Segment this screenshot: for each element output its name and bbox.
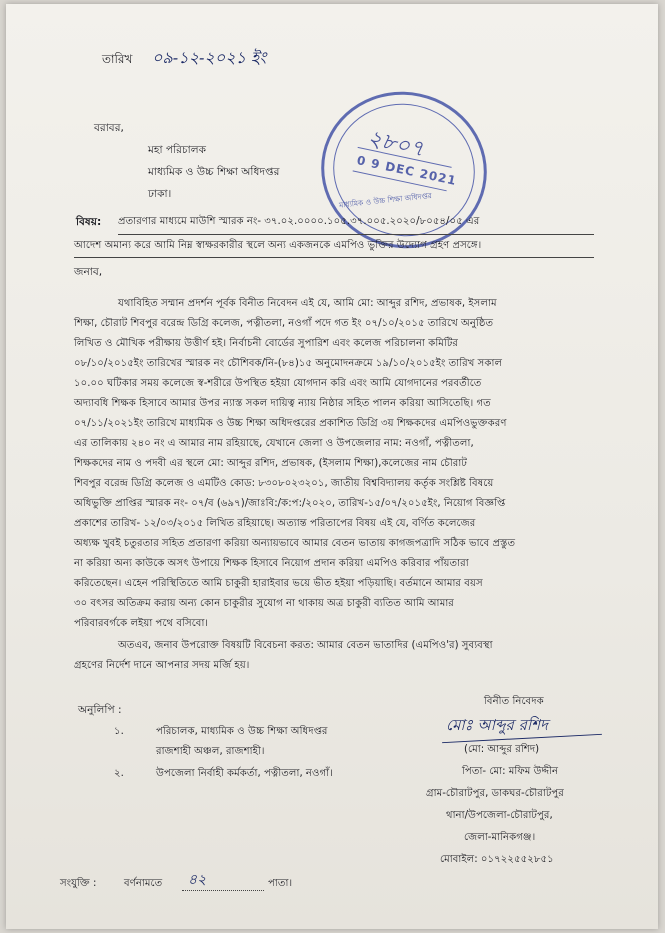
body-line: যথাবিহিত সম্মান প্রদর্শন পূর্বক বিনীত নিবেদন এই যে, আমি মো: আব্দুর রশিদ, প্রভাষক, ইসলাম [118,298,497,309]
attachment-count: ৪২ [188,872,207,888]
copy-line: রাজশাহী অঞ্চল, রাজশাহী। [156,746,265,757]
body-line: ৩০ বৎসর অতিক্রম করায় অন্য কোন চাকুরীর সুযোগ না থাকায় অত্র চাকুরী ব্যতিত আমি আমার [74,598,454,609]
date-label: তারিখ [102,52,133,66]
body-line: পরিবারবর্গকে লইয়া পথে বসিবো। [74,618,209,629]
body-line: করিতেছেন। এহেন পরিস্থিতিতে আমি চাকুরী হারাইবার ভয়ে ভীত হইয়া পড়িয়াছি। বর্তমানে আমার বয়স [74,578,483,589]
body-line: অধ্যক্ষ খুবই চতুরতার সহিত প্রতারণা করিয়া অন্যায়ভাবে আমার বেতন ভাতায় কাগজপত্রাদি সঠিক ভাবে প্রস্তুত [74,538,516,549]
attachment-desc: বর্ণনামতে [124,878,163,889]
address-to: বরাবর, [94,122,124,134]
sender-name: (মো: আব্দুর রশিদ) [464,744,540,755]
copies-label: অনুলিপি : [78,704,122,716]
copy-number: ১. [114,726,124,737]
copy-number: ২. [114,768,124,779]
letter-page [6,4,658,929]
body-line: অধিভুক্তি প্রাপ্তির স্মারক নং- ০৭/ব (৬৯৭)/জাঃবি:/ক:প:/২০২০, তারিখ-১৫/০৭/২০১৫ইং, নিয়োগ বিজ্ঞপ্তি [74,498,506,509]
closing-line-2: গ্রহণের নির্দেশ দানে আপনার সদয় মর্জি হয়। [74,660,250,671]
body-line: এর তালিকায় ২৪০ নং এ আমার নাম রহিয়াছে, যেখানে জেলা ও উপজেলার নাম: নওগাঁ, পত্নীতলা, [74,438,474,449]
body-line: ১০.০০ ঘটিকার সময় কলেজে স্ব-শরীরে উপস্থিত হইয়া যোগদান করি এবং আমি যোগদানের পরবর্তীতে [74,378,482,389]
attachment-label: সংযুক্তি : [60,878,97,889]
sender-village: গ্রাম-চৌরাটপুর, ডাকঘর-চৌরাটপুর [426,788,564,799]
stamp-date: 0 9 DEC 2021 [355,153,458,188]
copy-line: পরিচালক, মাধ্যমিক ও উচ্চ শিক্ষা অধিদপ্তর [156,726,328,737]
body-line: শিবপুর বরেন্দ্র ডিগ্রি কলেজ ও এমটিও কোড: ৮৩০৮০২৩২০১, জাতীয় বিশ্ববিদ্যালয় কর্তৃক সংশ্লিষ্ট বিষয়ে [74,478,494,489]
receipt-stamp [307,76,502,263]
body-line: ০৮/১০/২০১৫ইং তারিখের স্মারক নং চৌশিবক/নি-(৮৪)১৫ অনুমোদনক্রমে ১৯/১০/২০১৫ইং তারিখ সকাল [74,358,503,369]
salutation: জনাব, [74,266,103,278]
sender-thana: থানা/উপজেলা-চৌরাটপুর, [446,810,553,821]
body-line: লিখিত ও মৌখিক পরীক্ষায় উত্তীর্ণ হই। নির্বাচনী বোর্ডের সুপারিশ এবং কলেজ পরিচালনা কমিটির [74,338,459,349]
sender-father: পিতা- মো: মফিম উদ্দীন [462,766,559,777]
body-line: শিক্ষকদের নাম ও পদবী এর স্থলে মো: আব্দুর রশিদ, প্রভাষক, (ইসলাম শিক্ষা),কলেজের নাম চৌরাট [74,458,467,469]
stamp-number: ২৮০৭ [365,126,427,163]
copy-line: উপজেলা নির্বাহী কর্মকর্তা, পত্নীতলা, নওগাঁ। [156,768,333,779]
address-designation: মহা পরিচালক [148,144,207,156]
sender-signature: মোঃ আব্দুর রশিদ [446,716,548,734]
address-city: ঢাকা। [148,188,172,200]
date-value: ০৯-১২-২০২১ ইং [152,48,267,67]
sender-heading: বিনীত নিবেদক [484,696,544,707]
sender-district: জেলা-মানিকগঞ্জ। [464,832,536,843]
body-line: শিক্ষা, চৌরাট শিবপুর বরেন্দ্র ডিগ্রি কলেজ, পত্নীতলা, নওগাঁ পদে গত ইং ০৭/১০/২০১৫ তারিখে অনুষ্ঠিত [74,318,494,329]
stamp-ring-text: মাধ্যমিক ও উচ্চ শিক্ষা অধিদপ্তর [338,191,433,210]
closing-line-1: অতএব, জনাব উপরোক্ত বিষয়টি বিবেচনা করত: আমার বেতন ভাতাদির (এমপিও'র) সুব্যবস্থা [118,640,493,651]
body-line: না করিয়া অন্য কাউকে অসৎ উপায়ে শিক্ষক হিসাবে নিয়োগ প্রদান করিয়া এমপিও করিবার পাঁয়তারা [74,558,469,569]
address-office: মাধ্যমিক ও উচ্চ শিক্ষা অধিদপ্তর [148,166,280,178]
body-line: প্রকাশের তারিখ- ১২/০৩/২০১৫ লিখিত রহিয়াছে। অত্যান্ত পরিতাপের বিষয় এই যে, বর্ণিত কলেজের [74,518,476,529]
subject-line-1: প্রতারণার মাধ্যমে মাউশি স্মারক নং- ৩৭.০২.০০০০.১০৫.৩৭.০০৫.২০২০/৮০৫৪/০৫ এর [118,216,480,227]
subject-line-2: আদেশ অমান্য করে আমি নিম্ন স্বাক্ষরকারীর স্থলে অন্য একজনকে এমপিও ভুক্তির উদ্যোগ গ্রহণ প্রসঙ্গে। [74,240,482,251]
body-line: ০৭/১১/২০২১ইং তারিখে মাধ্যমিক ও উচ্চ শিক্ষা অধিদপ্তরের প্রকাশিত ডিগ্রি ৩য় শিক্ষকদের এমপিওভুক্তকরণ [74,418,507,429]
subject-label: বিষয়: [76,216,102,228]
attachment-unit: পাতা। [268,878,293,889]
signature-stroke [442,734,602,743]
body-line: অদ্যাবধি শিক্ষক হিসাবে আমার উপর ন্যাস্ত সকল দায়িত্ব ন্যায় নিষ্ঠার সহিত পালন করিয়া আসিতেছি। গত [74,398,491,409]
sender-mobile: মোবাইল: ০১৭২২৫৫২৮৫১ [440,854,554,865]
